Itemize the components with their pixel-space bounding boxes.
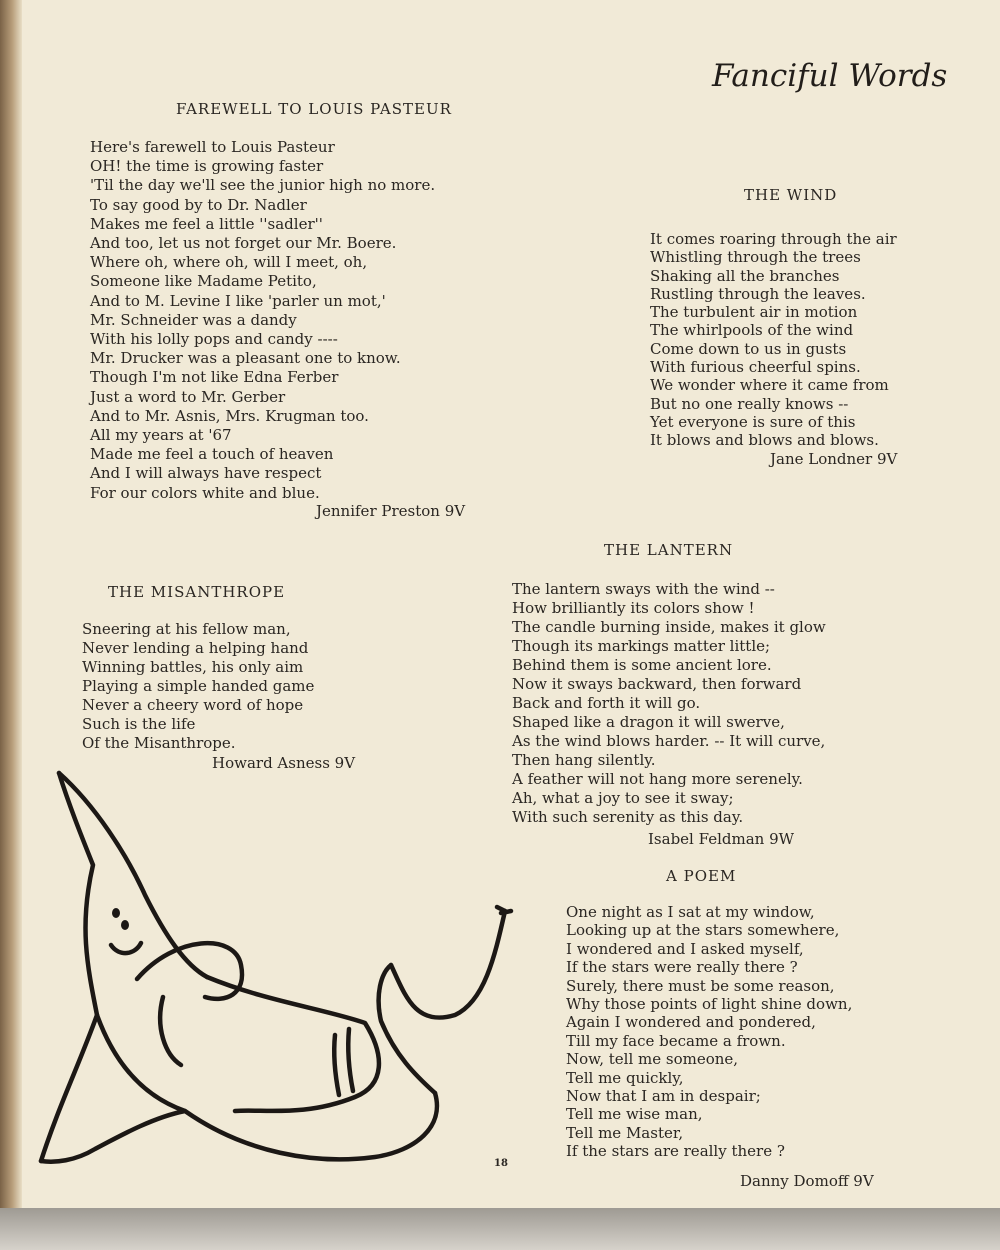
poem-line: I wondered and I asked myself,: [566, 939, 804, 958]
poem-line: And I will always have respect: [90, 464, 322, 483]
poem-line: Again I wondered and pondered,: [566, 1013, 816, 1032]
poem-line: Sneering at his fellow man,: [82, 620, 291, 638]
poem-line: Playing a simple handed game: [82, 677, 315, 695]
poem-line: It comes roaring through the air: [650, 230, 897, 248]
poem-line: And to M. Levine I like 'parler un mot,': [90, 291, 386, 310]
poem-author-pasteur: Jennifer Preston 9V: [316, 502, 466, 520]
poem-line: If the stars are really there ?: [566, 1142, 785, 1161]
poem-line: Why those points of light shine down,: [566, 995, 853, 1014]
poem-line: And too, let us not forget our Mr. Boere.: [90, 234, 397, 253]
poem-line: If the stars were really there ?: [566, 958, 798, 977]
poem-body-pasteur: [90, 138, 435, 503]
poem-line: Makes me feel a little ''sadler'': [90, 214, 323, 233]
poem-line: Then hang silently.: [512, 751, 656, 769]
poem-line: Here's farewell to Louis Pasteur: [90, 138, 335, 156]
poem-line: Tell me Master,: [566, 1123, 684, 1142]
poem-line: One night as I sat at my window,: [566, 903, 815, 921]
poem-line: Yet everyone is sure of this: [650, 412, 856, 431]
poem-line: For our colors white and blue.: [90, 483, 320, 502]
poem-title-misanthrope: THE MISANTHROPE: [108, 583, 286, 601]
poem-author-apoem: Danny Domoff 9V: [740, 1172, 874, 1190]
poem-line: Now that I am in despair;: [566, 1087, 761, 1106]
poem-line: As the wind blows harder. -- It will curve,: [512, 732, 826, 750]
poem-line: With his lolly pops and candy ----: [90, 330, 338, 349]
poem-line: Just a word to Mr. Gerber: [90, 387, 286, 406]
poem-line: The whirlpools of the wind: [650, 321, 854, 340]
poem-body-wind: [650, 230, 897, 450]
poem-line: Surely, there must be some reason,: [566, 976, 835, 995]
poem-line: Behind them is some ancient lore.: [512, 656, 772, 674]
poem-line: Whistling through the trees: [650, 248, 861, 267]
poem-line: Winning battles, his only aim: [82, 658, 304, 676]
poem-body-misanthrope: [82, 620, 314, 753]
poem-line: With furious cheerful spins.: [650, 358, 861, 377]
poem-line: Now, tell me someone,: [566, 1050, 739, 1069]
poem-line: Shaking all the branches: [650, 266, 840, 285]
poem-author-wind: Jane Londner 9V: [770, 450, 898, 468]
poem-line: The lantern sways with the wind --: [512, 580, 775, 598]
poem-title-pasteur: FAREWELL TO LOUIS PASTEUR: [176, 100, 452, 118]
poem-line: And to Mr. Asnis, Mrs. Krugman too.: [90, 406, 369, 425]
poem-line: Where oh, where oh, will I meet, oh,: [90, 253, 368, 272]
poem-line: Come down to us in gusts: [650, 339, 847, 358]
poem-line: Made me feel a touch of heaven: [90, 445, 334, 464]
poem-line: OH! the time is growing faster: [90, 157, 324, 176]
page-binding-shadow: [0, 0, 22, 1208]
page-number: 18: [494, 1158, 508, 1169]
poem-line: But no one really knows --: [650, 394, 849, 413]
page-heading: Fanciful Words: [712, 58, 948, 94]
poem-line: It blows and blows and blows.: [650, 431, 879, 450]
poem-line: How brilliantly its colors show !: [512, 599, 755, 617]
poem-line: The candle burning inside, makes it glow: [512, 618, 826, 636]
poem-author-lantern: Isabel Feldman 9W: [648, 830, 795, 848]
poem-line: The turbulent air in motion: [650, 303, 858, 322]
poem-line: Till my face became a frown.: [566, 1031, 786, 1050]
poem-line: To say good by to Dr. Nadler: [90, 195, 307, 214]
poem-line: Of the Misanthrope.: [82, 734, 236, 752]
poem-body-apoem: [566, 903, 852, 1161]
poem-line: All my years at '67: [90, 426, 232, 445]
poem-line: Mr. Schneider was a dandy: [90, 310, 297, 329]
table-surface: [0, 1208, 1000, 1250]
poem-line: Now it sways backward, then forward: [512, 675, 802, 693]
poem-author-misanthrope: Howard Asness 9V: [212, 754, 356, 772]
poem-line: With such serenity as this day.: [512, 808, 744, 826]
poem-line: Tell me quickly,: [566, 1068, 684, 1087]
poem-line: Never a cheery word of hope: [82, 696, 304, 714]
poem-line: We wonder where it came from: [650, 376, 889, 395]
poem-line: Never lending a helping hand: [82, 639, 309, 657]
poem-line: Though I'm not like Edna Ferber: [90, 368, 339, 387]
poem-line: Ah, what a joy to see it sway;: [512, 789, 734, 807]
poem-line: Mr. Drucker was a pleasant one to know.: [90, 349, 401, 368]
poem-line: Rustling through the leaves.: [650, 284, 866, 303]
poem-title-lantern: THE LANTERN: [604, 541, 734, 559]
poem-line: Someone like Madame Petito,: [90, 272, 317, 291]
poem-line: 'Til the day we'll see the junior high no more.: [90, 176, 436, 195]
poem-line: Tell me wise man,: [566, 1105, 703, 1124]
poem-line: A feather will not hang more serenely.: [512, 770, 803, 788]
poem-title-wind: THE WIND: [744, 186, 838, 204]
poem-body-lantern: [512, 580, 826, 827]
lazy-ghost-drawing-icon: [35, 765, 515, 1185]
poem-line: Looking up at the stars somewhere,: [566, 921, 840, 940]
poem-line: Though its markings matter little;: [512, 637, 771, 655]
poem-title-apoem: A POEM: [666, 867, 737, 885]
poem-line: Shaped like a dragon it will swerve,: [512, 713, 785, 731]
poem-line: Back and forth it will go.: [512, 694, 701, 712]
poem-line: Such is the life: [82, 715, 196, 733]
